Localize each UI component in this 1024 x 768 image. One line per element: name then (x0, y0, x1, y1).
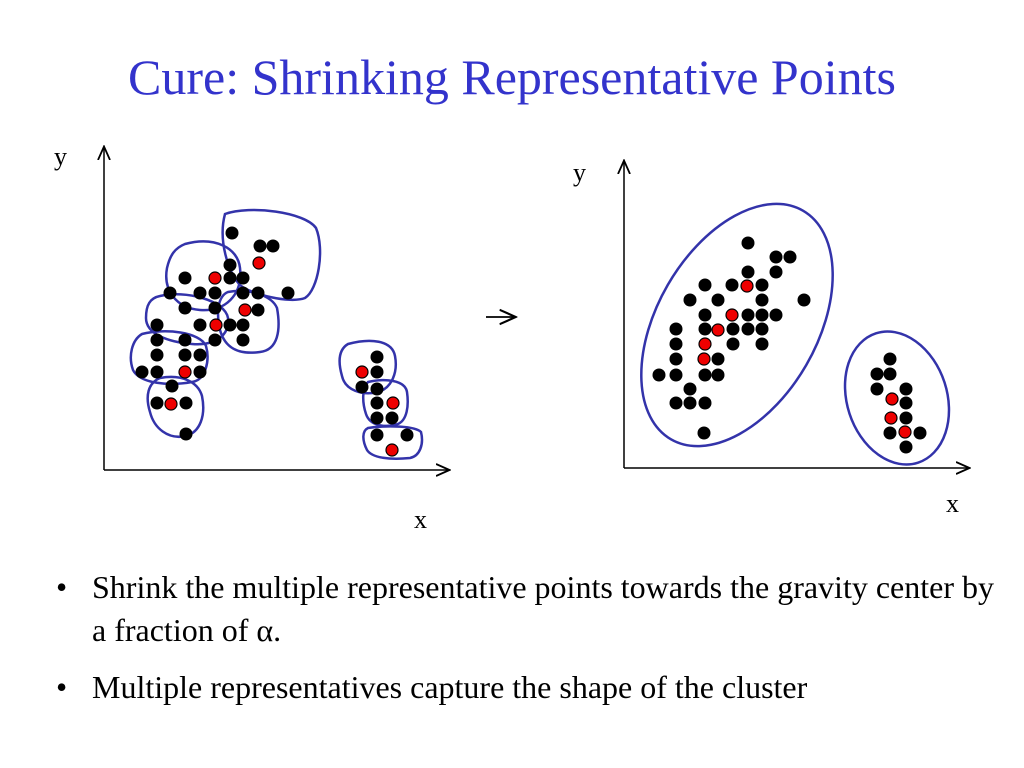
data-point (371, 383, 384, 396)
data-point (784, 251, 797, 264)
data-point (699, 279, 712, 292)
data-point (670, 338, 683, 351)
data-point (699, 397, 712, 410)
bullet-list (56, 566, 996, 724)
bullet-text: Multiple representatives capture the shape of the cluster (92, 669, 808, 706)
data-point (224, 319, 237, 332)
data-point (670, 369, 683, 382)
data-point (237, 272, 250, 285)
data-point (194, 366, 207, 379)
data-point (151, 334, 164, 347)
data-point (237, 319, 250, 332)
representative-point (699, 338, 711, 350)
data-point (770, 251, 783, 264)
data-point (282, 287, 295, 300)
data-point (254, 240, 267, 253)
representative-point (899, 426, 911, 438)
data-point (900, 397, 913, 410)
right-x-label: x (946, 489, 959, 518)
data-point (224, 272, 237, 285)
representative-point (386, 444, 398, 456)
data-point (756, 309, 769, 322)
data-point (712, 353, 725, 366)
cluster-outline (223, 210, 320, 300)
slide-title: Cure: Shrinking Representative Points (128, 49, 896, 105)
representative-point (253, 257, 265, 269)
representative-point (165, 398, 177, 410)
data-point (798, 294, 811, 307)
bullet-marker: • (56, 669, 68, 706)
data-point (742, 309, 755, 322)
data-point (770, 266, 783, 279)
data-point (179, 334, 192, 347)
data-point (401, 429, 414, 442)
data-point (699, 369, 712, 382)
left-x-label: x (414, 505, 427, 534)
data-point (653, 369, 666, 382)
data-point (226, 227, 239, 240)
data-point (194, 287, 207, 300)
data-point (684, 383, 697, 396)
data-point (209, 287, 222, 300)
data-point (726, 279, 739, 292)
representative-point (726, 309, 738, 321)
data-point (670, 323, 683, 336)
right-y-label: y (573, 158, 586, 187)
bullet-item (56, 666, 996, 709)
data-point (884, 368, 897, 381)
data-point (742, 323, 755, 336)
data-point (136, 366, 149, 379)
representative-point (210, 319, 222, 331)
bullet-marker: • (56, 569, 68, 605)
data-point (371, 351, 384, 364)
data-point (209, 334, 222, 347)
data-point (151, 349, 164, 362)
bullet-text: Shrink the multiple representative points towards the gravity center by a fraction of α. (92, 569, 994, 649)
representative-point (698, 353, 710, 365)
data-point (151, 366, 164, 379)
data-point (179, 272, 192, 285)
representative-point (712, 324, 724, 336)
data-point (742, 266, 755, 279)
data-point (670, 353, 683, 366)
data-point (756, 338, 769, 351)
data-point (356, 381, 369, 394)
data-point (900, 412, 913, 425)
data-point (371, 412, 384, 425)
data-point (900, 441, 913, 454)
data-point (770, 309, 783, 322)
data-point (267, 240, 280, 253)
data-point (684, 397, 697, 410)
data-point (756, 294, 769, 307)
left-plot (54, 142, 448, 534)
data-point (756, 323, 769, 336)
representative-point (885, 412, 897, 424)
left-y-label: y (54, 142, 67, 171)
data-point (684, 294, 697, 307)
data-point (164, 287, 177, 300)
representative-point (886, 393, 898, 405)
data-point (712, 369, 725, 382)
right-plot (573, 158, 968, 518)
data-point (727, 338, 740, 351)
representative-point (741, 280, 753, 292)
data-point (712, 294, 725, 307)
data-point (194, 349, 207, 362)
representative-point (209, 272, 221, 284)
left-data-points (136, 227, 414, 442)
data-point (371, 429, 384, 442)
data-point (884, 427, 897, 440)
data-point (756, 279, 769, 292)
representative-point (356, 366, 368, 378)
data-point (884, 353, 897, 366)
data-point (371, 397, 384, 410)
data-point (166, 380, 179, 393)
data-point (252, 304, 265, 317)
data-point (194, 319, 207, 332)
data-point (237, 287, 250, 300)
data-point (180, 397, 193, 410)
representative-point (387, 397, 399, 409)
representative-point (239, 304, 251, 316)
data-point (386, 412, 399, 425)
data-point (252, 287, 265, 300)
data-point (871, 383, 884, 396)
data-point (151, 397, 164, 410)
data-point (179, 302, 192, 315)
data-point (371, 366, 384, 379)
data-point (699, 323, 712, 336)
data-point (224, 259, 237, 272)
data-point (179, 349, 192, 362)
data-point (698, 427, 711, 440)
data-point (727, 323, 740, 336)
data-point (900, 383, 913, 396)
data-point (237, 334, 250, 347)
data-point (871, 368, 884, 381)
data-point (180, 428, 193, 441)
data-point (151, 319, 164, 332)
bullet-item (56, 566, 996, 652)
data-point (914, 427, 927, 440)
data-point (670, 397, 683, 410)
data-point (209, 302, 222, 315)
representative-point (179, 366, 191, 378)
data-point (699, 309, 712, 322)
data-point (742, 237, 755, 250)
